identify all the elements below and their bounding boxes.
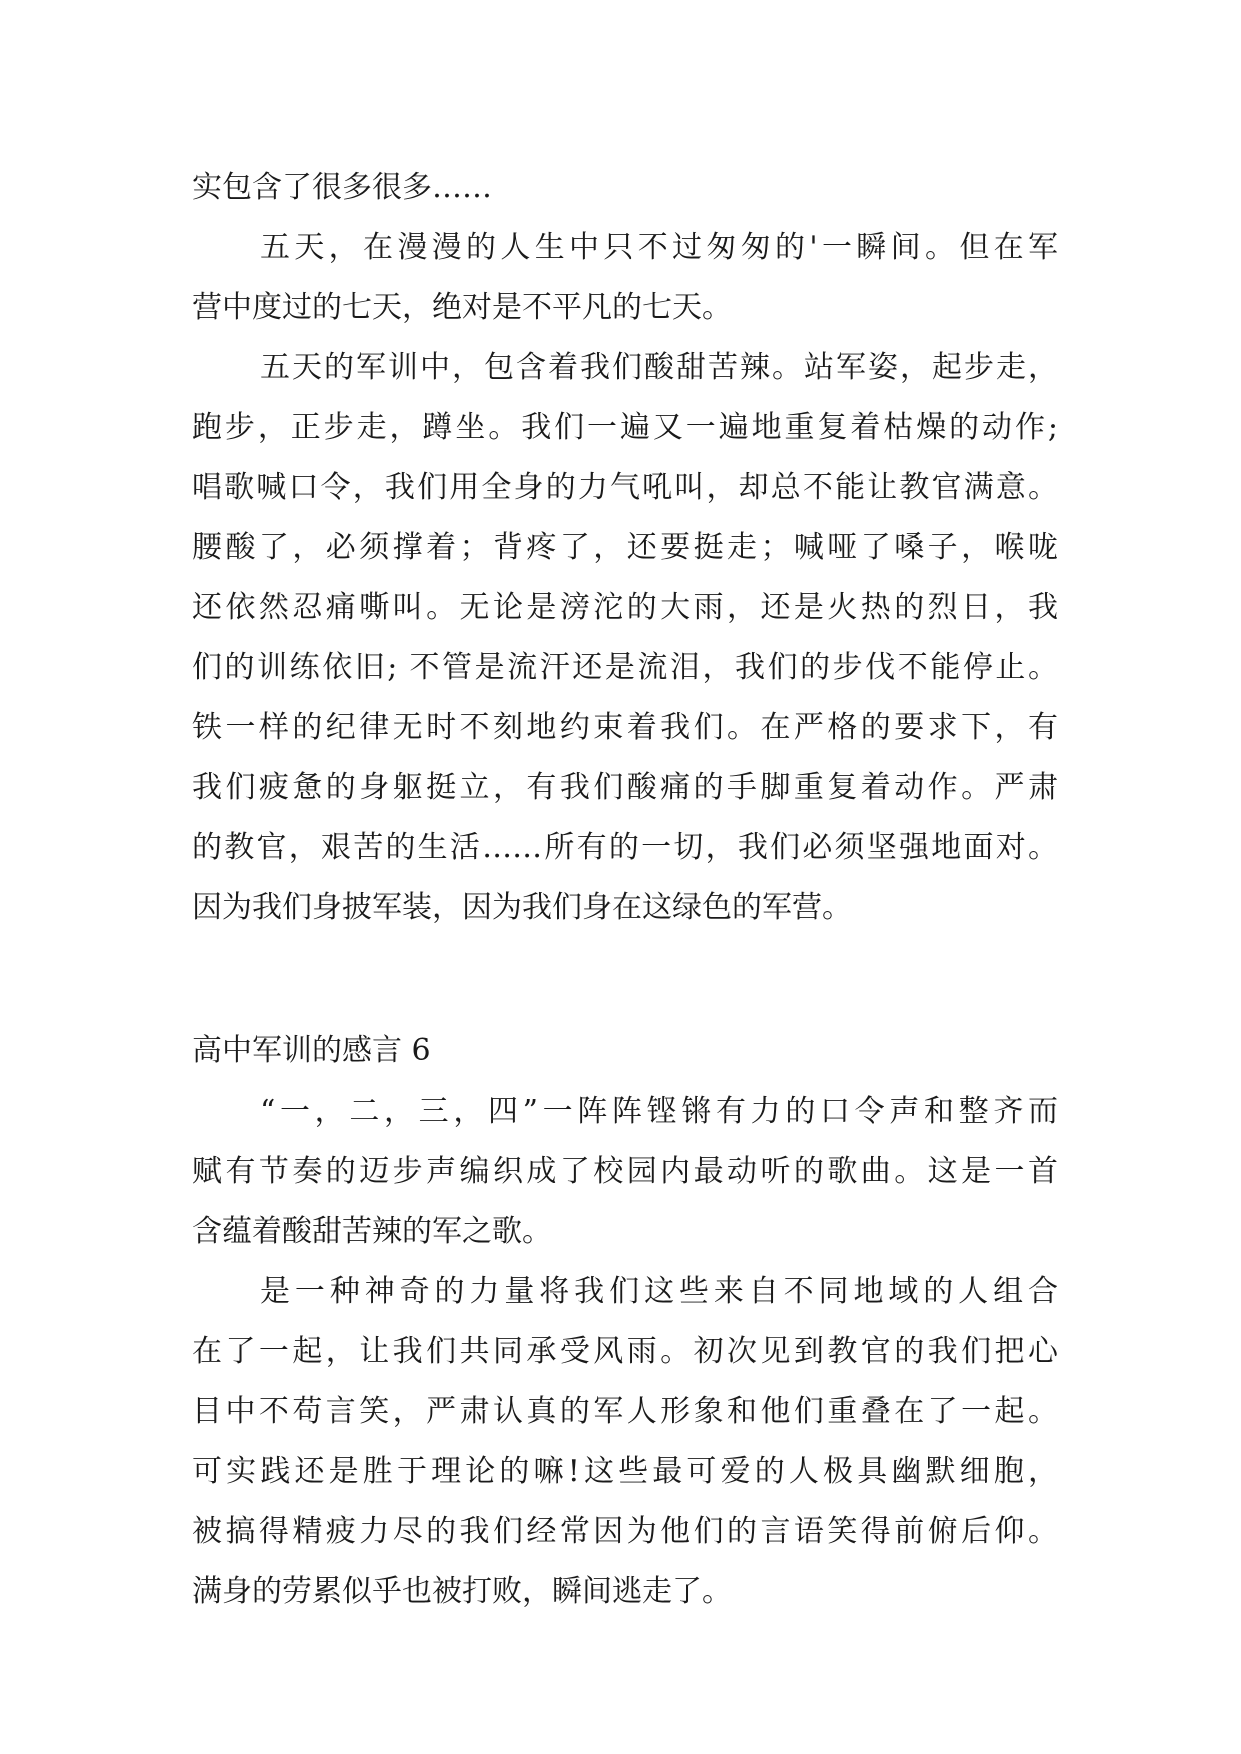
- section-heading: 高中军训的感言 6: [192, 1033, 431, 1068]
- paragraph-3: [192, 338, 1058, 938]
- text-line: 在了一起，让我们共同承受风雨。初次见到教官的我们把心: [192, 1334, 1058, 1369]
- text-line: 实包含了很多很多……: [192, 170, 492, 205]
- section-gap: [192, 938, 1058, 1020]
- text-line: 可实践还是胜于理论的嘛!这些最可爱的人极具幽默细胞，: [192, 1454, 1058, 1489]
- text-line: 五天，在漫漫的人生中只不过匆匆的'一瞬间。但在军: [260, 230, 1058, 265]
- text-line: 含蕴着酸甜苦辣的军之歌。: [192, 1214, 552, 1249]
- paragraph-1: [192, 158, 1058, 218]
- text-line: 五天的军训中，包含着我们酸甜苦辣。站军姿，起步走，: [260, 350, 1058, 385]
- text-line: 唱歌喊口令，我们用全身的力气吼叫，却总不能让教官满意。: [192, 470, 1058, 505]
- text-line: 铁一样的纪律无时不刻地约束着我们。在严格的要求下，有: [192, 710, 1058, 745]
- text-line: 我们疲惫的身躯挺立，有我们酸痛的手脚重复着动作。严肃: [192, 770, 1058, 805]
- paragraph-5: [192, 1262, 1058, 1622]
- paragraph-2: [192, 218, 1058, 338]
- text-line: 被搞得精疲力尽的我们经常因为他们的言语笑得前俯后仰。: [192, 1514, 1058, 1549]
- document-body: [192, 158, 1058, 1622]
- text-line: 是一种神奇的力量将我们这些来自不同地域的人组合: [260, 1274, 1058, 1309]
- text-line: 赋有节奏的迈步声编织成了校园内最动听的歌曲。这是一首: [192, 1154, 1058, 1189]
- text-line: 目中不苟言笑，严肃认真的军人形象和他们重叠在了一起。: [192, 1394, 1058, 1429]
- paragraph-4: [192, 1082, 1058, 1262]
- text-line: 腰酸了，必须撑着；背疼了，还要挺走；喊哑了嗓子，喉咙: [192, 530, 1058, 565]
- text-line: 还依然忍痛嘶叫。无论是滂沱的大雨，还是火热的烈日，我: [192, 590, 1058, 625]
- text-line: 因为我们身披军装，因为我们身在这绿色的军营。: [192, 890, 852, 925]
- text-line: 满身的劳累似乎也被打败，瞬间逃走了。: [192, 1574, 732, 1609]
- text-line: 跑步，正步走，蹲坐。我们一遍又一遍地重复着枯燥的动作;: [192, 410, 1058, 445]
- text-line: 们的训练依旧; 不管是流汗还是流泪，我们的步伐不能停止。: [192, 650, 1058, 685]
- text-line: 营中度过的七天，绝对是不平凡的七天。: [192, 290, 732, 325]
- text-line: “一，二，三，四”一阵阵铿锵有力的口令声和整齐而: [260, 1094, 1058, 1129]
- text-line: 的教官，艰苦的生活……所有的一切，我们必须坚强地面对。: [192, 830, 1058, 865]
